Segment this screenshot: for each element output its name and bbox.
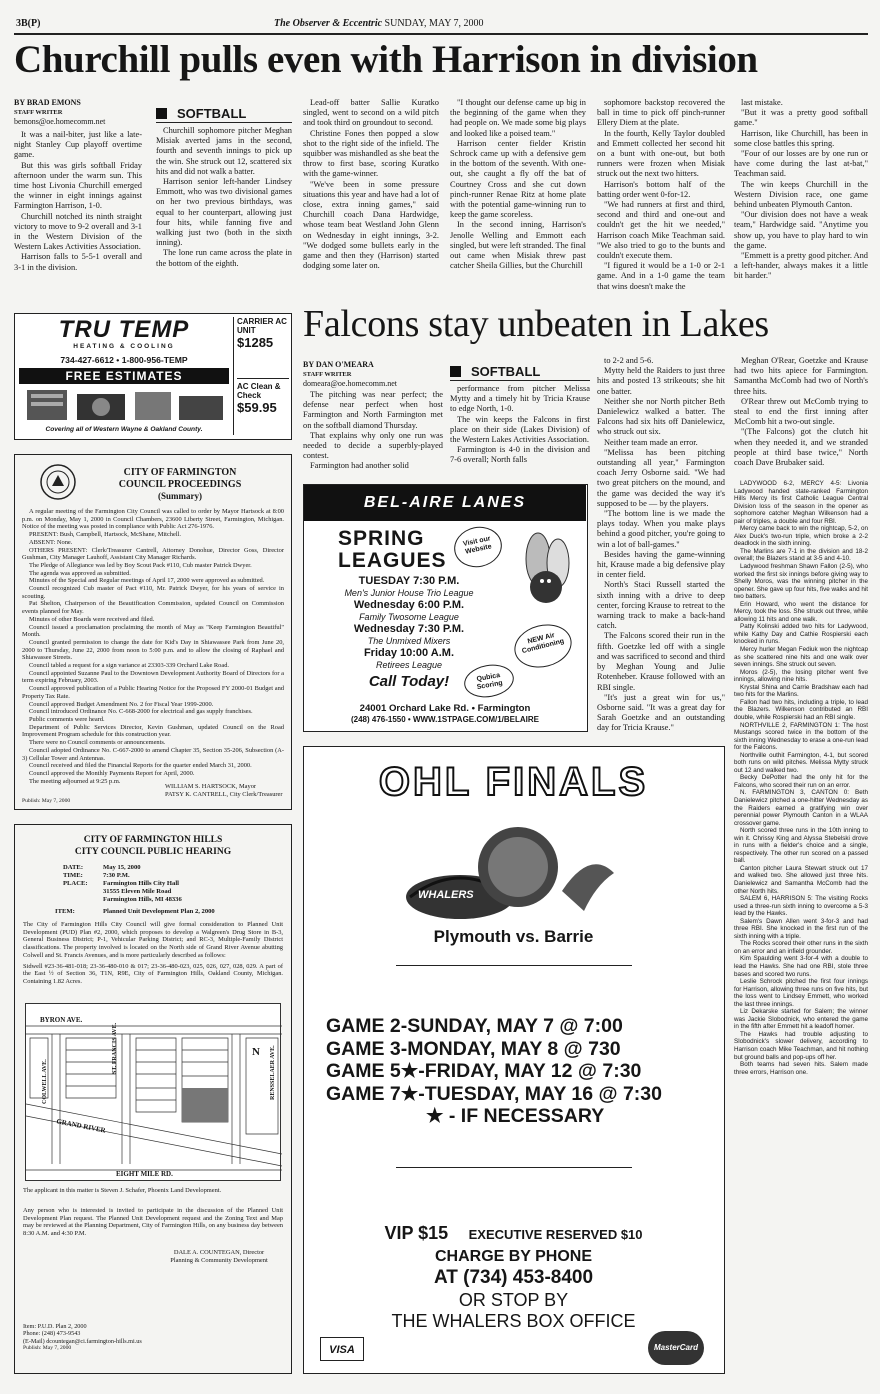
roundup-paragraph: Canton pitcher Laura Stewart struck out 17 and walked two. She allowed just three hits. Danielewicz and Samantha McComb had the other North hits. [734, 864, 868, 895]
belaire-name: BEL-AIRE LANES [363, 494, 527, 511]
roundup-paragraph: LADYWOOD 6-2, MERCY 4-5: Livonia Ladywood handed state-ranked Farmington Hills Mercy its first Catholic League Central Division loss of the season in the opener as sophomore catcher Meghan Wilkenson had a pair of triples, a double and four RBI. [734, 480, 868, 525]
ohl-finals-ad [303, 746, 725, 1374]
burst-scoring-text: Qubica Scoring [476, 672, 504, 692]
box-office-phone: AT (734) 453-8400 [433, 1267, 594, 1288]
offer2-title: AC Clean & Check [237, 382, 281, 400]
byline-title: STAFF WRITER [303, 370, 352, 378]
header-rule [14, 33, 868, 35]
roundup-paragraph: Liz Dekarske started for Salem; the winner was Jackie Slobodnick, who entered the game in the fifth after Emmett hit a leadoff homer. [734, 1008, 868, 1031]
belaire-headline1: SPRING [338, 527, 425, 550]
roundup-paragraph: Ladywood freshman Shawn Fallon (2-5), who worked the first six innings before giving way to Shelly Moros, was the winning pitcher in the opener. She gave up four hits, five walks and hit two batters. [734, 563, 868, 601]
notice-body [22, 508, 284, 785]
paragraph: In the fourth, Kelly Taylor doubled and Emmett collected her second hit on a bunt with one-out, but both runners were frozen when Misiak struck out the next two hitters. [597, 128, 725, 179]
exec-price: EXECUTIVE RESERVED $10 [468, 1227, 643, 1242]
ohl-title: OHL FINALS [378, 760, 649, 804]
notice-line: A regular meeting of the Farmington City Council was called to order by Mayor Hartsock at 8:00 p.m. on Monday, May 1, 2000 in Council Chambers, 23600 Liberty Street, Farmington, Michigan. Notice of the meeting was posted in compliance with Public Act 276-1976. [22, 508, 284, 531]
byline-name: BY BRAD EMONS [14, 98, 81, 107]
notice-line: There were no Council comments or announcements. [29, 739, 166, 747]
visa-logo: VISA [320, 1337, 364, 1361]
hills-item-label: ITEM: [55, 908, 75, 915]
story2-col4 [734, 356, 868, 468]
byline-title: STAFF WRITER [14, 108, 63, 116]
game-line: GAME 2-SUNDAY, MAY 7 @ 7:00 [326, 1015, 623, 1037]
paragraph: The win keeps the Falcons in first place on their side (Lakes Division) of the Western Lakes Activities Association. [450, 414, 590, 445]
notice-line: Minutes of the Special and Regular meetings of April 17, 2000 were approved as submitted. [29, 577, 265, 585]
paragraph: Churchill sophomore pitcher Meghan Misiak averted jams in the second, fourth and seventh innings to pick up the win. She struck out 12, scattered six hits and did not walk a batter. [156, 126, 292, 176]
hills-footer-item: Item: P.U.D. Plan 2, 2000 [23, 1323, 87, 1330]
paragraph: Harrison, like Churchill, has been in some close battles this spring. [734, 128, 868, 148]
roundup-paragraph: Salem's Dawn Allen went 3-for-3 and had three RBI. She knocked in the first run of the sixth inning with a triple. [734, 917, 868, 940]
hills-site-map [25, 1003, 281, 1181]
paragraph: Christine Fones then popped a slow shot to the right side of the infield. The squibber was mishandled as she beat the throw to first base, scoring Kuratko with the game-winner. [303, 128, 439, 179]
hills-body: The City of Farmington Hills City Council will give formal consideration to Planned Unit Development (PUD) Plan #2, 2000, which proposes to develop a Walgreen's Drug Store in B-3, General Business District; P-1, Vehicular Parking District; and RC-3, Multiple-Family District classifications. The property involved is located on the North side of Grand River Avenue abutting Colwell and St. Francis Avenues, and is more particularly described as follows: [23, 921, 283, 959]
tru-temp-illustration [19, 386, 229, 424]
hills-signer: DALE A. COUNTEGAN, Director [173, 1249, 265, 1256]
hills-time-row [63, 872, 283, 880]
paragraph: "I thought our defense came up big in the beginning of the game when they had people on. We made some big plays and looked like a poised team." [450, 98, 586, 138]
story2-byline [303, 360, 443, 389]
roundup-paragraph: The Hawks had trouble adjusting to Slobodnick's slower delivery, according to Harrison coach Mike Teachman, and hit nothing but ground balls and pop-ups off her. [734, 1030, 868, 1061]
hills-footer-phone: Phone: (248) 473-9543 [23, 1330, 81, 1338]
offer1-price: $1285 [237, 335, 274, 350]
roundup-paragraph: North scored three runs in the 10th inning to win it. Chrissy King and Alyssa Stebelski drove in runs with a fielder's choice and a single, respectively. The other run scored on a passed ball. [734, 827, 868, 865]
divider [396, 1167, 632, 1168]
notice-line: PRESENT: Bush, Campbell, Hartsock, McShane, Mitchell. [29, 531, 181, 539]
softball-roundup [734, 480, 868, 1076]
hills-place: 31555 Eleven Mile Road [103, 888, 172, 895]
notice-signers [165, 783, 289, 798]
paragraph: Farmington is 4-0 in the division and 7-6 overall; North falls [450, 445, 590, 465]
notice-line: Pat Shelton, Chairperson of the Beautification Commission, updated Council on Commission events planned for May. [22, 600, 284, 616]
story1-col1 [14, 130, 142, 273]
whalers-logo [400, 819, 630, 935]
bowling-ball-icon [516, 529, 580, 605]
paragraph: "Melissa has been pitching outstanding all year," Farmington coach Jerry Osborne said. "We had two great pitchers on the mound, and the game was decided the way it's supposed to be — by the players. [597, 447, 725, 508]
notice-line: Council introduced Ordinance No. C-668-2000 for electrical and gas supply franchises. [29, 708, 253, 716]
roundup-paragraph: Leslie Schrock pitched the first four innings for Harrison, allowing three runs on five hits, but the loss went to Lindsey Emmett, who worked the last three innings. [734, 978, 868, 1008]
map-label-rensselaer: RENSSELAER AVE. [270, 1045, 276, 1100]
league-name: The Unmixed Mixers [367, 636, 451, 646]
offer1-title: CARRIER AC UNIT [237, 317, 287, 335]
paragraph: "(The Falcons) got the clutch hit when they needed it, and we stranded people at third base twice," North coach Dave Brubaker said. [734, 427, 868, 468]
paragraph: "Emmett is a pretty good pitcher. And a left-hander, always makes it a little bit harder." [734, 251, 868, 281]
hvac-units-graphic [19, 386, 229, 424]
notice-publish: Publish: May 7, 2000 [22, 798, 71, 804]
offer2-price: $59.95 [237, 400, 277, 415]
map-label-eight-mile: EIGHT MILE RD. [116, 1170, 173, 1178]
softball-square-icon [156, 108, 167, 119]
ohl-matchup: Plymouth vs. Barrie [433, 927, 594, 946]
notice-line: OTHERS PRESENT: Clerk/Treasurer Cantrell, Attorney Donohue, Director Goss, Director Gushman, City Manager Lauhoff, Assistant City Manager Richards. [22, 546, 284, 562]
notice-line: Council received and filed the Financial Reports for the quarter ended March 31, 2000. [29, 762, 252, 770]
notice-line: The agenda was approved as submitted. [29, 569, 131, 577]
tru-temp-phones: 734-427-6612 • 1-800-956-TEMP [60, 355, 188, 365]
paragraph: O'Rear threw out McComb trying to steal to end the first inning after McComb hit a two-out single. [734, 396, 868, 427]
paragraph: Lead-off batter Sallie Kuratko singled, went to second on a wild pitch and took third on groundout to second. [303, 98, 439, 128]
ticket-prices [304, 1223, 723, 1244]
section-label-text: SOFTBALL [471, 364, 541, 379]
story2-col1 [303, 390, 443, 472]
roundup-paragraph: Both teams had seven hits. Salem made three errors, Harrison one. [734, 1061, 868, 1076]
farmington-hills-notice [14, 824, 292, 1374]
belaire-address: 24001 Orchard Lake Rd. • Farmington [359, 703, 531, 714]
paragraph: The win keeps Churchill in the Western Division race, one game behind unbeaten Plymouth Canton. [734, 179, 868, 210]
belaire-banner [304, 485, 586, 521]
roundup-paragraph: N. FARMINGTON 3, CANTON 0: Beth Danielewicz pitched a one-hitter Wednesday as the Raiders earned a gratifying win over perennial power Plymouth Canton in a WLAA crossover game. [734, 789, 868, 827]
hills-applicant: The applicant in this matter is Steven J. Schafer, Phoenix Land Development. [23, 1187, 222, 1194]
byline-email: domeara@oe.homecomm.net [303, 379, 397, 389]
byline-email: bemons@oe.homecomm.net [14, 117, 106, 127]
hills-item-row [55, 908, 283, 916]
hills-signers [155, 1249, 283, 1264]
hills-place-label: PLACE: [63, 880, 88, 887]
story1-byline [14, 98, 142, 127]
story1-col5 [597, 98, 725, 292]
tru-temp-ad [14, 313, 292, 440]
byline-name: BY DAN O'MEARA [303, 360, 374, 369]
notice-signer: WILLIAM S. HARTSOCK, Mayor [165, 783, 257, 790]
paragraph: "Our division does not have a weak team," Hardwidge said. "Anytime you show up, you have to play hard to win the game. [734, 210, 868, 250]
story2-section-label [450, 364, 590, 381]
or-stop-by: OR STOP BY [458, 1290, 569, 1310]
charge-by-phone: CHARGE BY PHONE [434, 1248, 593, 1265]
paragraph: Harrison falls to 5-5-1 overall and 3-1 in the division. [14, 252, 142, 272]
box-office: THE WHALERS BOX OFFICE [391, 1311, 636, 1331]
section-label-text: SOFTBALL [177, 106, 247, 121]
paragraph: Meghan O'Rear, Goetzke and Krause had two hits apiece for Farmington. Samantha McComb had two of North's three hits. [734, 356, 868, 396]
paragraph: "We've been in some pressure situations this year and have had a lot of close, extra inning games," said Churchill coach Dana Hardwidge, whose team beat Westland John Glenn on Wednesday in eight innings, 3-2. "We dodged some bullets early in the game and then they (Harrison) started dodging some later on. [303, 179, 439, 271]
tru-temp-logo [19, 317, 229, 355]
burst-website-text: Visit our Website [462, 535, 493, 556]
vip-price: VIP $15 [384, 1223, 449, 1243]
site-map-graphic [26, 1004, 282, 1182]
roundup-paragraph: Mercy came back to win the nightcap, 5-2, on Alex Duck's two-run triple, which broke a 2-2 deadlock in the sixth inning. [734, 525, 868, 548]
paragraph: Mytty held the Raiders to just three hits and posted 13 strikeouts; she hit one batter. [597, 366, 725, 396]
map-label-byron: BYRON AVE. [40, 1016, 83, 1024]
paragraph: to 2-2 and 5-6. [604, 356, 654, 365]
hills-details [55, 864, 283, 916]
story2-col2 [450, 384, 590, 466]
paragraph: Besides having the game-winning hit, Krause made a big defensive play in center field. [597, 549, 725, 580]
paragraph: "We had runners at first and third, second and third and one-out and couldn't get the hit we needed," Harrison coach Mike Teachman said. "We also tried to go to the bunts and couldn't execute them. [597, 200, 725, 261]
roundup-paragraph: SALEM 6, HARRISON 5: The visiting Rocks used a three-run sixth inning to overcome a 5-3 lead by the Hawks. [734, 895, 868, 918]
hills-publish: Publish: May 7, 2000 [23, 1345, 72, 1352]
notice-title: COUNCIL PROCEEDINGS [118, 479, 242, 490]
hills-signer: Planning & Community Development [170, 1256, 268, 1264]
league-name: Family Twosome League [359, 612, 459, 622]
notice-line: Minutes of other Boards were received and filed. [29, 615, 155, 623]
hills-body2: Any person who is interested is invited to participate in the discussion of the Planned Unit Development Plan request. The Planned Unit Development request and the Zoning Text and Map may be reviewed at the Planning Department, City of Farmington Hills, on any business day between 8:30 A.M. and 4:30 P.M. [23, 1207, 283, 1238]
hills-time-label: TIME: [63, 872, 83, 879]
map-label-grand-river: GRAND RIVER [55, 1117, 107, 1135]
paragraph: "I figured it would be a 1-0 or 2-1 game. And in a 1-0 game the team that wins doesn't make the [597, 261, 725, 291]
paragraph: "The bottom line is we made the plays today. When you make plays behind a good pitcher, you're going to win a lot of ball-games." [597, 509, 725, 549]
map-label-colwell: COLWELL AVE. [42, 1059, 48, 1104]
story1-col3 [303, 98, 439, 271]
hills-sidwell: Sidwell #23-36-481-018; 23-36-480-010 & 017; 23-36-480-023, 025, 026, 027, 028, 029. A part of the East ½ of Section 36, T1N, R9E, City of Farmington Hills, Oakland County, Michigan. Containing 1.82 Acres. [23, 962, 283, 985]
paragraph: sophomore backstop recovered the ball in time to pick off pinch-runner Ellery Diem at the plate. [597, 98, 725, 128]
offer1-fine-print [237, 350, 289, 379]
notice-line: Public comments were heard. [29, 715, 105, 723]
roundup-paragraph: Patty Kolinski added two hits for Ladywood, while Kathy Day and Cathie Rospierski each knocked in runs. [734, 623, 868, 646]
roundup-paragraph: Northville outhit Farmington, 4-1, but scored both runs on wild pitches. Melissa Mytty struck out 12 and walked two. [734, 751, 868, 774]
paragraph: Harrison's bottom half of the batting order went 0-for-12. [597, 179, 725, 199]
league-time: Wednesday 6:00 P.M. [353, 599, 465, 611]
hills-place: Farmington Hills City Hall [103, 880, 180, 887]
hills-title1: CITY OF FARMINGTON HILLS [83, 835, 223, 845]
belaire-headline2: LEAGUES [338, 549, 447, 572]
paragraph: That explains why only one run was needed to decide a superbly-played contest. [303, 430, 443, 461]
paragraph: Neither she nor North pitcher Beth Danielewicz walked a batter. The Falcons had six hits off Danielewicz, who struck out six. [597, 396, 725, 437]
roundup-paragraph: Mercy hurler Megan Fediuk won the nightcap as she scattered nine hits and one walk over seven innings. She struck out seven. [734, 646, 868, 669]
notice-line: The meeting adjourned at 9:25 p.m. [29, 777, 121, 785]
paragraph: It was a nail-biter, just like a late-night Stanley Cup playoff overtime game. [14, 130, 142, 160]
paragraph: Farmington had another solid [310, 461, 409, 471]
hills-time: 7:30 P.M. [103, 872, 130, 879]
publication-date: SUNDAY, MAY 7, 2000 [384, 18, 484, 29]
hills-date-row [63, 864, 283, 872]
publication-name: The Observer & Eccentric [274, 18, 383, 29]
tru-temp-offers [233, 317, 289, 435]
paragraph: "It's just a great win for us," Osborne said. "It was a great day for Sarah Goetzke and an outstanding day for Tricia Krause." [597, 692, 725, 733]
paragraph: Harrison senior left-hander Lindsey Emmott, who was two divisional games on her two previous birthdays, was equal to her counterpart, allowing just four hits, while fanning five and walking just two (both in the sixth inning). [156, 177, 292, 248]
notice-city: CITY OF FARMINGTON [123, 467, 237, 478]
notice-line: Council recognized Cub master of Pact #110, Mr. Patrick Dwyer, for his years of service in scouting. [22, 585, 284, 600]
league-name: Men's Junior House Trio League [344, 588, 474, 598]
burst-air [510, 619, 576, 674]
notice-line: Council tabled a request for a sign variance at 23303-339 Orchard Lake Road. [29, 662, 229, 670]
notice-line: Council appointed Suzanne Paul to the Downtown Development Authority Board of Directors for a term expiring February, 2003. [22, 669, 284, 685]
burst-website [450, 522, 505, 571]
game-schedule [326, 1015, 716, 1128]
story1-section-label [156, 106, 292, 123]
notice-line: Council approved publication of a Public Hearing Notice for the Proposed FY 2000-01 Budget and Property Tax Rate. [22, 685, 284, 700]
paragraph: But this was girls softball Friday afternoon under the warm sun. This time host Livonia Churchill emerged the winner in eight innings against Farmington Harrison, 1-0. [14, 160, 142, 211]
tru-temp-brand: TRU TEMP [58, 316, 190, 343]
story2-headline: Falcons stay unbeaten in Lakes [303, 303, 769, 345]
roundup-paragraph: NORTHVILLE 2, FARMINGTON 1: The host Mustangs scored twice in the bottom of the sixth inning Wednesday to erase a one-run lead for the Falcons. [734, 721, 868, 752]
notice-line: The Pledge of Allegiance was led by Boy Scout Pack #110, Cub master Patrick Dwyer. [29, 561, 252, 569]
story1-headline: Churchill pulls even with Harrison in division [14, 38, 758, 81]
hills-footer-email: (E-Mail) dcountegan@ci.farmington-hills.mi.us [23, 1337, 142, 1345]
story1-col2 [156, 126, 292, 269]
notice-line: Council approved Budget Amendment No. 2 for Fiscal Year 1999-2000. [29, 700, 214, 708]
paragraph: In the second inning, Harrison's Jenolle Welling and Emmott each singled, but were left stranded. The final out came when Misiak threw past catcher Sheila Gillies, but the Churchill [450, 220, 586, 271]
paragraph: performance from pitcher Melissa Mytty and a timely hit by Tricia Krause to edge North, 1-0. [450, 384, 590, 414]
paragraph: Harrison center fielder Kristin Schrock came up with a defensive gem in the bottom of the seventh. With one-out, she caught a fly off the bat of Courtney Cross and she cut down pinch-runner Renae Ritz at home plate with the potential game-winning run to keep the game scoreless. [450, 138, 586, 220]
mastercard-logo: MasterCard [648, 1331, 704, 1365]
map-label-st-francis: ST. FRANCIS AVE. [112, 1022, 118, 1074]
roundup-paragraph: Krystal Shina and Carrie Bradshaw each had two hits for the Marlins. [734, 683, 868, 699]
burst-air-text: NEW Air Conditioning [521, 631, 565, 656]
page-number: 3B(P) [16, 18, 41, 29]
page-header [16, 18, 868, 32]
north-arrow-icon: N [252, 1046, 260, 1058]
league-time: TUESDAY 7:30 P.M. [358, 575, 460, 587]
hills-date: May 15, 2000 [103, 864, 141, 871]
game-line: GAME 7★-TUESDAY, MAY 16 @ 7:30 [326, 1082, 662, 1105]
softball-square-icon [450, 366, 461, 377]
story1-col6 [734, 98, 868, 282]
notice-subtitle: (Summary) [158, 491, 202, 501]
paragraph: Neither team made an error. [604, 437, 698, 447]
publication-line [274, 18, 484, 29]
notice-line: Department of Public Services Director, Kevin Gushman, updated Council on the Road Improvement Program schedule for this construction year. [22, 723, 284, 739]
hills-place: Farmington Hills, MI 48336 [103, 896, 182, 903]
farmington-council-notice [14, 454, 292, 810]
roundup-paragraph: The Rocks scored their other runs in the sixth on an error and an infield grounder. [734, 940, 868, 955]
roundup-paragraph: Fallon had two hits, including a triple, to lead the Blazers. Wilkenson contributed an RBI double, while Rospierski had an RBI single. [734, 698, 868, 721]
notice-line: Council issued a proclamation proclaiming the month of May as "Keep Farmington Beautiful" Month. [22, 623, 284, 639]
league-time: Wednesday 7:30 P.M. [353, 623, 465, 635]
hills-item: Planned Unit Development Plan 2, 2000 [103, 908, 215, 915]
game-line: GAME 5★-FRIDAY, MAY 12 @ 7:30 [326, 1060, 642, 1082]
paragraph: Churchill notched its ninth straight victory to move to 9-2 overall and 3-1 in the Western Division of the Western Lakes Activities Association. [14, 211, 142, 252]
paragraph: The pitching was near perfect; the defense near perfect when host Farmington and North Farmington met on the softball diamond Thursday. [303, 390, 443, 430]
game-line: GAME 3-MONDAY, MAY 8 @ 730 [326, 1037, 621, 1060]
game-line: ★ - IF NECESSARY [426, 1105, 605, 1127]
notice-line: ABSENT: None. [29, 538, 73, 546]
paragraph: last mistake. [741, 98, 783, 107]
roundup-paragraph: Erin Howard, who went the distance for Mercy, took the loss. She struck out three, while allowing 11 hits and one walk. [734, 600, 868, 623]
notice-line: Council approved the Monthly Payments Report for April, 2000. [29, 769, 195, 777]
roundup-paragraph: Moros (2-5), the losing pitcher went five innings, allowing nine hits. [734, 668, 868, 684]
paragraph: "Four of our losses are by one run or have come during the last at-bat," Teachman said. [734, 149, 868, 179]
roundup-paragraph: The Marlins are 7-1 in the division and 18-2 overall; the Blazers stand at 3-5 and 4-10. [734, 547, 868, 563]
notice-line: Council granted permission to change the date for Kid's Day in Shiawassee Park from June 20, 2000 to Thursday, June 22, 2000 from noon to 5:00 p.m. and to allow the closing of Raphael and Shiawassee Streets. [22, 638, 284, 662]
notice-line: Council adopted Ordinance No. C-667-2000 to amend Chapter 35, Section 35-206, Subsection (A-3) Cellular Tower and Antennas. [22, 746, 284, 762]
belaire-phone-web: (248) 476-1550 • WWW.1STPAGE.COM/1/BELAIRE [350, 715, 540, 724]
hills-place-row [63, 880, 283, 904]
belaire-call: Call Today! [368, 673, 450, 690]
story1-col4 [450, 98, 586, 271]
roundup-paragraph: Kim Spaulding went 3-for-4 with a double to lead the Hawks. She had one RBI, stole three bases and scored two runs. [734, 955, 868, 978]
paragraph: The Falcons scored their run in the fifth. Goetzke led off with a single and was sacrificed to second and third by Meghan Young and Julie Rotenheber. Krause followed with an RBI single. [597, 631, 725, 692]
tru-temp-tagline: HEATING & COOLING [73, 343, 175, 350]
paragraph: North's Staci Russell started the sixth inning with a drive to deep center, forcing Krause to retreat to the warning track to make a back-hand catch. [597, 580, 725, 631]
tru-temp-banner: FREE ESTIMATES [19, 368, 229, 384]
belaire-lanes-ad [303, 484, 588, 732]
league-name: Retirees League [375, 660, 443, 670]
city-seal-icon [39, 463, 77, 501]
roundup-paragraph: Becky DePotter had the only hit for the Falcons, who scored their run on an error. [734, 774, 868, 789]
paragraph: "But it was a pretty good softball game." [734, 108, 868, 128]
hills-date-label: DATE: [63, 864, 84, 871]
notice-signer: PATSY K. CANTRELL, City Clerk/Treasurer [165, 790, 283, 798]
league-time: Friday 10:00 A.M. [363, 647, 455, 659]
tru-temp-footer: Covering all of Western Wayne & Oakland County. [45, 426, 203, 433]
hills-footer [23, 1323, 283, 1353]
paragraph: The lone run came across the plate in the bottom of the eighth. [156, 248, 292, 268]
story2-col3 [597, 356, 725, 734]
whalers-logo-text: WHALERS [418, 889, 474, 901]
divider [396, 965, 632, 966]
hills-title2: CITY COUNCIL PUBLIC HEARING [74, 846, 232, 857]
